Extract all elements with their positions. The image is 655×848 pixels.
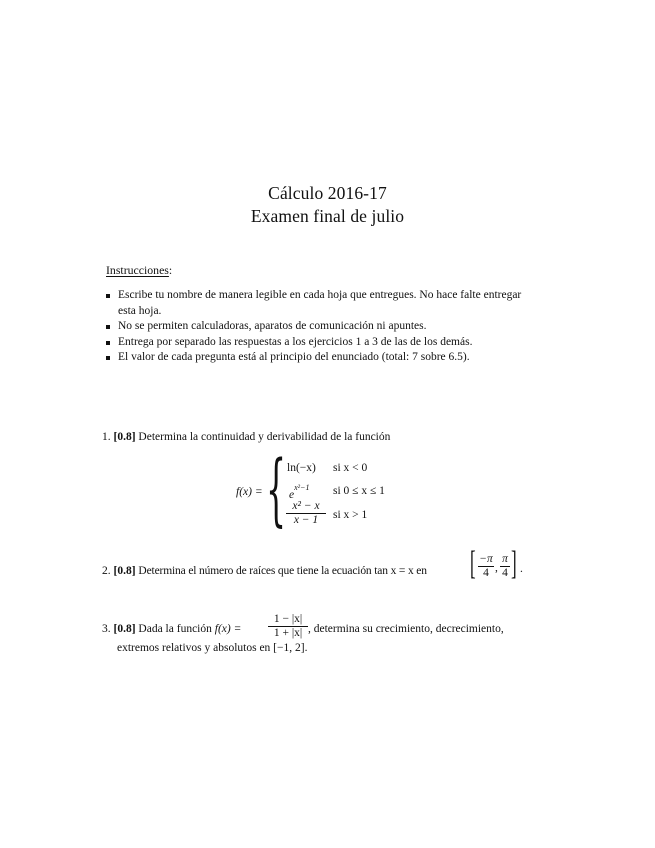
problem-text: Dada la función [138,623,212,635]
interval-left-fraction [478,553,494,580]
instructions-list [106,288,526,366]
interval-right-fraction [500,553,510,580]
instructions-heading-colon: : [168,263,173,277]
problem-2-statement [102,563,427,579]
case-1-expr: ln(−x) [287,462,316,474]
bullet-icon [106,294,110,298]
problem-3-fraction [268,613,308,640]
instructions-heading [106,263,172,278]
fraction-numerator: 1 − |x| [268,613,308,627]
right-bracket-icon: ] [511,545,517,582]
instructions-heading-label: Instrucciones [106,263,169,277]
case-3-fraction [286,500,326,527]
function-lhs: f(x) = [236,486,263,498]
case-3-cond: si x > 1 [333,509,368,521]
case-1-cond: si x < 0 [333,462,368,474]
problem-value: [0.8] [113,623,136,635]
fraction-denominator: 1 + |x| [273,627,303,639]
page-title: Cálculo 2016-17 [268,183,387,203]
problem-value: [0.8] [113,431,136,443]
list-item [106,288,526,319]
problem-value: [0.8] [113,565,136,577]
case-2-cond: si 0 ≤ x ≤ 1 [333,485,385,497]
case-3-numerator: x² − x [286,500,326,514]
list-item [106,319,526,335]
instruction-text: Entrega por separado las respuestas a los ejercicios 1 a 3 de las de los demás. [118,335,473,348]
interval-right-denominator: 4 [502,567,508,579]
list-item [106,350,526,366]
case-3-denominator: x − 1 [293,514,319,526]
page-subtitle: Examen final de julio [250,206,405,226]
bullet-icon [106,356,110,360]
problem-3-statement [102,621,241,637]
interval-comma: , [495,562,498,574]
left-brace-icon: { [266,443,287,536]
problem-text: Determina la continuidad y derivabilidad de la función [138,431,391,443]
problem-3-text-line2: extremos relativos y absolutos en [−1, 2]. [117,642,308,654]
function-lhs: f(x) = [214,623,242,635]
interval-right-numerator: π [500,553,510,567]
bullet-icon [106,325,110,329]
problem-number: 2. [102,565,111,577]
case-2-base: e [289,488,295,501]
problem-3-text-continued: , determina su crecimiento, decrecimiento, [308,623,504,635]
case-2-exponent: x²−1 [294,483,310,492]
instruction-text: No se permiten calculadoras, aparatos de comunicación ni apuntes. [118,320,427,333]
instruction-text: Escribe tu nombre de manera legible en cada hoja que entregues. No hace falte entregar esta hoja. [118,289,522,317]
interval-left-numerator: −π [479,553,493,565]
problem-number: 3. [102,623,111,635]
bullet-icon [106,341,110,345]
interval-left-denominator: 4 [483,567,489,579]
problem-number: 1. [102,431,111,443]
problem-text: Determina el número de raíces que tiene la ecuación tan x = x en [138,565,427,577]
interval-end: . [520,563,523,575]
problem-1-statement [102,429,390,445]
left-bracket-icon: [ [470,545,476,582]
instruction-text: El valor de cada pregunta está al principio del enunciado (total: 7 sobre 6.5). [118,351,470,364]
list-item [106,335,526,351]
